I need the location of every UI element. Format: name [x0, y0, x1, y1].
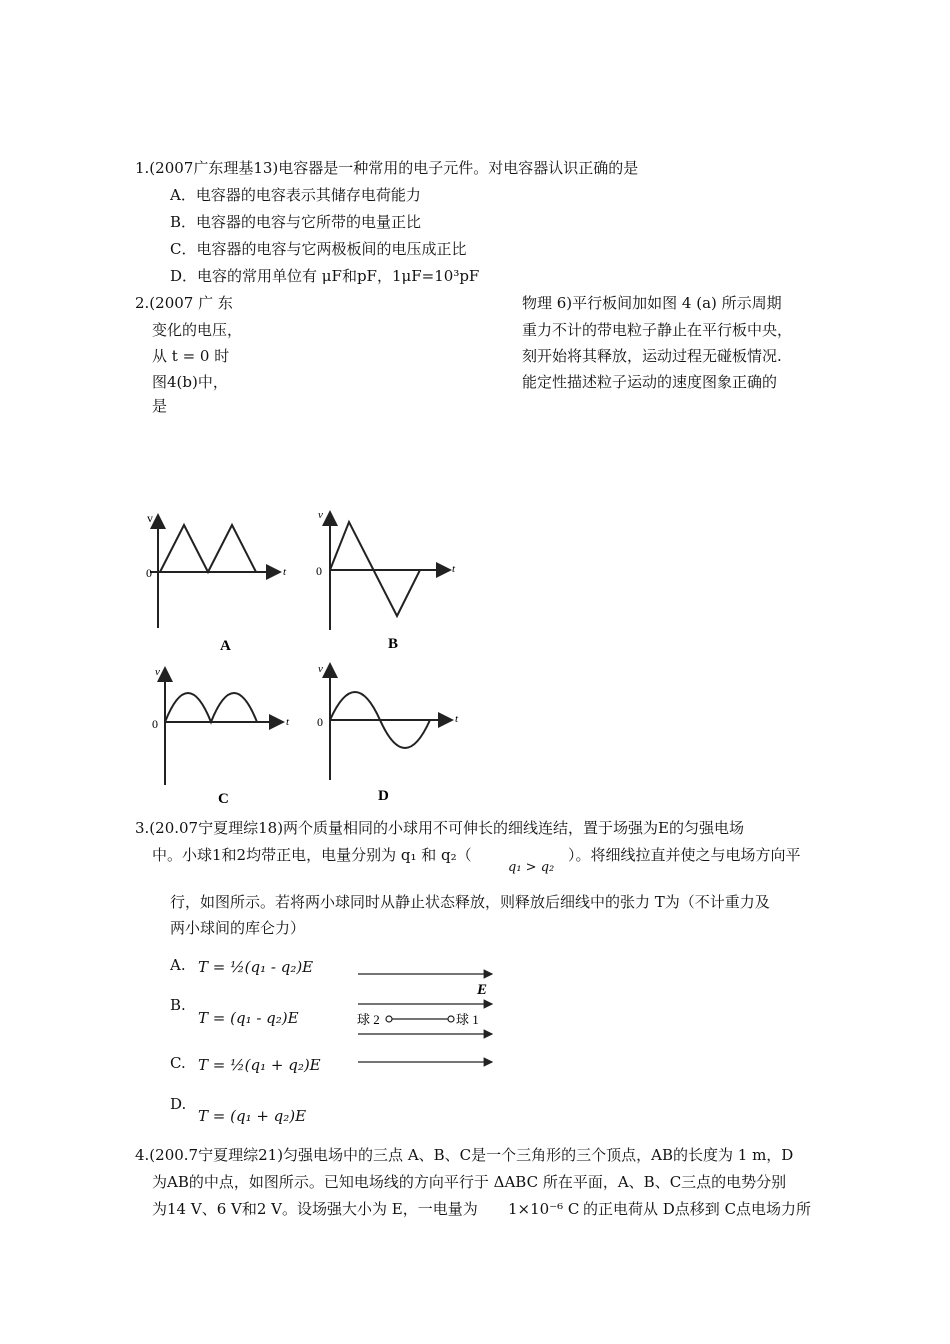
- q1-option-b: B．电容器的电容与它所带的电量正比: [170, 213, 422, 231]
- graph-c-t-label: t: [286, 716, 290, 728]
- q4-line-3a: 为14 V、6 V和2 V。设场强大小为 E，一电量为: [152, 1200, 478, 1218]
- field-label: E: [477, 982, 488, 998]
- q1-option-c: C．电容器的电容与它两极板间的电压成正比: [170, 240, 467, 258]
- graph-d: [317, 663, 459, 804]
- q3-option-d-formula: T = (q₁ + q₂)E: [198, 1107, 307, 1125]
- ball-1: [448, 1016, 454, 1022]
- q1-option-d: D．电容的常用单位有 μF和pF，1μF=10³pF: [170, 267, 480, 285]
- graph-c-label: C: [218, 791, 229, 807]
- graph-a: [146, 511, 287, 654]
- q3-option-c-formula: T = ½(q₁ + q₂)E: [198, 1056, 321, 1074]
- graph-a-label: A: [220, 638, 231, 654]
- q2-right-line-1: 物理 6)平行板间加如图 4 (a) 所示周期: [522, 294, 782, 312]
- graph-b-curve: [330, 522, 420, 616]
- q2-left-line-1: 2.(2007 广 东: [135, 294, 233, 312]
- q2-left-line-2: 变化的电压，: [152, 321, 243, 339]
- q3-option-d-label: D.: [170, 1095, 187, 1113]
- graph-a-t-label: t: [283, 566, 287, 578]
- q3-option-a-formula: T = ½(q₁ - q₂)E: [198, 958, 314, 976]
- graph-d-origin: 0: [317, 715, 323, 729]
- q1-stem: 1.(2007广东理基13)电容器是一种常用的电子元件。对电容器认识正确的是: [135, 159, 639, 177]
- q2-left-line-4: 图4(b)中，: [152, 373, 228, 391]
- graph-b: [316, 509, 456, 652]
- graph-a-v-label: v: [147, 511, 153, 525]
- q2-left-line-3: 从 t = 0 时: [152, 347, 230, 365]
- ball-1-label: 球 1: [456, 1012, 479, 1027]
- graph-b-t-label: t: [452, 563, 456, 575]
- graph-b-label: B: [388, 636, 399, 652]
- q2-right-line-4: 能定性描述粒子运动的速度图象正确的: [522, 373, 778, 391]
- q1-option-a: A．电容器的电容表示其储存电荷能力: [170, 186, 421, 204]
- q3-option-b-label: B.: [170, 996, 186, 1014]
- q4-line-1: 4.(200.7宁夏理综21)匀强电场中的三点 A、B、C是一个三角形的三个顶点，AB的长度为 1 m，D: [135, 1146, 794, 1164]
- graph-a-origin: 0: [146, 566, 152, 580]
- graph-c-origin: 0: [152, 717, 158, 731]
- q3-field-figure: [357, 974, 492, 1062]
- q3-line-1: 3.(20.07宁夏理综18)两个质量相同的小球用不可伸长的细线连结，置于场强为E的匀强电场: [135, 819, 744, 837]
- q3-line-3: 行，如图所示。若将两小球同时从静止状态释放，则释放后细线中的张力 T为（不计重力及: [170, 893, 770, 911]
- graph-c: [152, 666, 290, 807]
- graph-b-v-label: v: [318, 509, 323, 521]
- q3-option-c-label: C.: [170, 1054, 186, 1072]
- q3-option-b-formula: T = (q₁ - q₂)E: [198, 1009, 299, 1027]
- q2-right-line-3: 刻开始将其释放，运动过程无碰板情况.: [522, 347, 782, 365]
- q4-line-2: 为AB的中点，如图所示。已知电场线的方向平行于 ΔABC 所在平面，A、B、C三点的电势分别: [152, 1173, 787, 1191]
- ball-2-label: 球 2: [357, 1012, 380, 1027]
- q2-right-line-2: 重力不计的带电粒子静止在平行板中央，: [522, 321, 793, 339]
- graph-c-curve: [165, 693, 257, 722]
- graph-b-origin: 0: [316, 564, 322, 578]
- q3-option-a-label: A.: [170, 956, 186, 974]
- graph-d-label: D: [378, 788, 389, 804]
- q3-condition: q₁ > q₂: [508, 860, 555, 875]
- q3-line-4: 两小球间的库仑力）: [170, 919, 306, 937]
- graph-d-t-label: t: [455, 713, 459, 725]
- q4-line-3b: 的正电荷从 D点移到 C点电场力所: [583, 1200, 812, 1218]
- q2-left-line-5: 是: [152, 397, 168, 415]
- ball-2: [386, 1016, 392, 1022]
- graph-c-v-label: v: [155, 666, 160, 678]
- q4-charge: 1×10⁻⁶ C: [508, 1200, 580, 1218]
- graph-a-curve: [160, 525, 256, 572]
- graph-d-curve: [330, 692, 430, 748]
- q3-line-2b: ）。将细线拉直并使之与电场方向平: [568, 846, 801, 864]
- graph-d-v-label: v: [318, 663, 323, 675]
- q3-line-2a: 中。小球1和2均带正电，电量分别为 q₁ 和 q₂（: [152, 846, 472, 864]
